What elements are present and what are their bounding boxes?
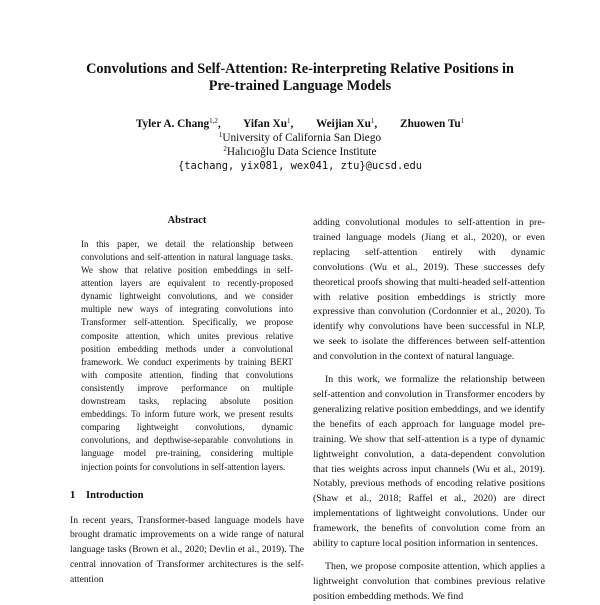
affiliation-2: $^2$Halıcıoğlu Data Science Institute [223,145,377,158]
abstract-text: In this paper, we detail the relationship between convolutions and self-attention in natural language tasks. We show that relative position embeddings in self-attention layers are equivalent to recently-proposed dynamic lightweight convolutions, and we consider multiple new ways of integrating convolutions into Transformer self-attention. Specifically, we propose composite attention, which unites previous relative position embedding methods under a convolutional framework. We conduct experiments by training BERT with composite attention, finding that convolutions consistently improve performance on multiple downstream tasks, replacing absolute position embeddings. To inform future work, we present results comparing lightweight convolutions, dynamic convolutions, and depthwise-separable convolutions in language model pre-training, considering multiple injection points for convolutions in self-attention layers. [81,238,293,472]
author-3: Weijian Xu [315,118,371,130]
body-paragraph-1: adding convolutional modules to self-attention in pre-trained language models (Jiang et al., 2020), or even replacing self-attention entirely with dynamic convolutions (Wu et al., 2019). These successes defy theoretical proofs showing that multi-headed self-attention with relative position embeddings is strictly more expressive than convolution (Cordonnier et al., 2020). To identify why convolutions have been successful in NLP, we seek to isolate the differences between self-attention and convolution in the context of natural language. [313,217,545,363]
title-line-1: Convolutions and Self-Attention: Re-interpreting Relative Positions in [86,61,514,77]
left-column [70,214,304,588]
section-number: 1 [70,489,76,501]
title-line-2: Pre-trained Language Models [208,78,392,94]
author-names: Tyler A. Chang$^{1,2}$, Yifan Xu$^1$, Weijian Xu$^1$, Zhuowen Tu$^1$ [135,117,465,130]
author-block [40,117,560,173]
right-column [313,216,545,605]
section-title: Introduction [86,489,144,501]
author-3-sup: 1 [370,117,375,125]
section-heading-introduction [70,489,304,504]
author-4: Zhuowen Tu [400,118,461,130]
intro-paragraph-1: In recent years, Transformer-based language models have brought dramatic improvements on a wide range of natural language tasks (Brown et al., 2020; Devlin et al., 2019). The central innovation of Transformer architectures is the self-attention [70,514,304,586]
abstract-heading: Abstract [167,215,207,226]
author-emails: {tachang, yix081, wex041, ztu}@ucsd.edu [178,160,422,172]
affiliation-1: $^1$University of California San Diego [218,131,382,144]
author-1-sup: 1,2 [209,117,218,125]
author-2-sup: 1 [287,117,291,125]
author-1: Tyler A. Chang [135,118,210,130]
paper-title [40,61,560,95]
author-2: Yifan Xu [243,118,287,130]
body-paragraph-2: In this work, we formalize the relationship between self-attention and convolution in Transformer encoders by generalizing relative position embeddings, and we identify the benefits of each approach for language model pre-training. We show that self-attention is a type of dynamic lightweight convolution, a data-dependent convolution that ties weights across input channels (Wu et al., 2019). Notably, previous methods of encoding relative positions (Shaw et al., 2018; Raffel et al., 2020) are direct implementations of lightweight convolutions. Under our framework, the benefits of convolution come from an ability to capture local position information in sentences. [313,374,545,550]
body-paragraph-3: Then, we propose composite attention, which applies a lightweight convolution that combines previous relative position embedding methods. We find [313,560,545,602]
author-4-sup: 1 [460,117,465,125]
